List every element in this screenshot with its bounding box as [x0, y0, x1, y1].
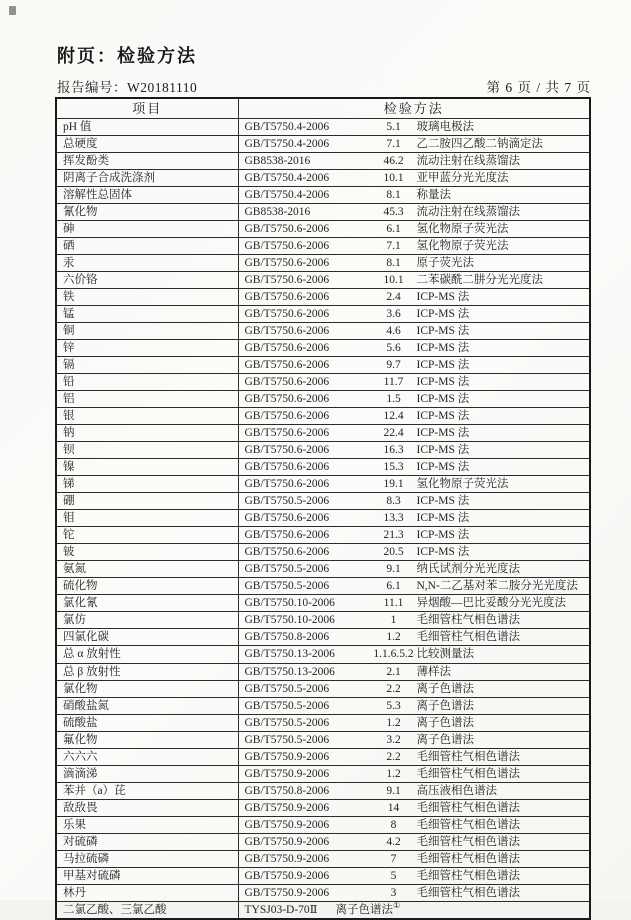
item-cell: 铅 [56, 374, 238, 391]
item-cell: 锑 [56, 476, 238, 493]
method-standard: GB/T5750.5-2006 [245, 699, 371, 713]
method-clause: 11.7 [371, 375, 417, 389]
method-clause: 8.1 [371, 188, 417, 202]
method-name: 毛细管柱气相色谱法 [417, 768, 521, 780]
method-name: N,N-二乙基对苯二胺分光光度法 [417, 580, 578, 592]
table-row [56, 323, 590, 340]
method-name: 毛细管柱气相色谱法 [417, 870, 521, 882]
method-name: 高压液相色谱法 [417, 785, 498, 797]
table-row [56, 714, 590, 731]
table-row [56, 816, 590, 833]
method-standard: GB/T5750.9-2006 [245, 869, 371, 883]
method-standard: GB/T5750.6-2006 [245, 324, 371, 338]
item-cell: 硫酸盐 [56, 714, 238, 731]
method-cell [238, 306, 590, 323]
method-clause: 3.6 [371, 307, 417, 321]
item-cell: 总 β 放射性 [56, 663, 238, 680]
method-standard: GB/T5750.8-2006 [245, 630, 371, 644]
method-clause: 5.6 [371, 341, 417, 355]
method-clause: 2.4 [371, 290, 417, 304]
method-name: 毛细管柱气相色谱法 [417, 819, 521, 831]
method-cell [238, 408, 590, 425]
method-standard: GB/T5750.6-2006 [245, 239, 371, 253]
method-cell [238, 187, 590, 204]
item-cell: 硒 [56, 238, 238, 255]
table-row [56, 204, 590, 221]
method-name: 流动注射在线蒸馏法 [417, 206, 521, 218]
method-name: 比较测量法 [417, 648, 475, 660]
table-row [56, 663, 590, 680]
method-cell [238, 884, 590, 901]
method-standard: GB/T5750.6-2006 [245, 477, 371, 491]
method-name: 毛细管柱气相色谱法 [417, 614, 521, 626]
item-cell: 溶解性总固体 [56, 187, 238, 204]
method-name: ICP-MS 法 [417, 393, 470, 405]
method-clause: 7 [371, 852, 417, 866]
item-cell: 氰化物 [56, 204, 238, 221]
method-standard: GB/T5750.6-2006 [245, 358, 371, 372]
method-standard: GB/T5750.4-2006 [245, 188, 371, 202]
method-standard: GB/T5750.6-2006 [245, 528, 371, 542]
method-standard: GB/T5750.6-2006 [245, 222, 371, 236]
header-item: 项目 [56, 98, 238, 119]
item-cell: 银 [56, 408, 238, 425]
method-standard: GB/T5750.4-2006 [245, 137, 371, 151]
method-clause: 1.5 [371, 392, 417, 406]
item-cell: 敌敌畏 [56, 799, 238, 816]
item-cell: 砷 [56, 221, 238, 238]
table-row [56, 425, 590, 442]
table-row [56, 595, 590, 612]
method-clause: 12.4 [371, 409, 417, 423]
item-cell: 六六六 [56, 748, 238, 765]
method-standard: GB/T5750.6-2006 [245, 256, 371, 270]
table-row [56, 306, 590, 323]
method-cell [238, 629, 590, 646]
method-name: ICP-MS 法 [417, 359, 470, 371]
method-cell [238, 612, 590, 629]
method-standard: GB/T5750.6-2006 [245, 273, 371, 287]
method-standard: GB/T5750.6-2006 [245, 443, 371, 457]
method-cell [238, 680, 590, 697]
method-cell [238, 663, 590, 680]
method-standard: TYSJ03-D-70Ⅱ [245, 903, 318, 917]
method-standard: GB/T5750.5-2006 [245, 716, 371, 730]
method-cell [238, 765, 590, 782]
method-standard: GB/T5750.6-2006 [245, 426, 371, 440]
table-row [56, 238, 590, 255]
table-row [56, 374, 590, 391]
item-cell: 马拉硫磷 [56, 850, 238, 867]
method-clause: 13.3 [371, 511, 417, 525]
method-cell [238, 374, 590, 391]
item-cell: 四氯化碳 [56, 629, 238, 646]
method-standard: GB/T5750.13-2006 [245, 647, 371, 661]
method-clause: 5.3 [371, 699, 417, 713]
method-cell [238, 578, 590, 595]
method-clause: 4.2 [371, 835, 417, 849]
item-cell: 总硬度 [56, 136, 238, 153]
method-clause: 5.1 [371, 120, 417, 134]
method-cell [238, 731, 590, 748]
method-name: 乙二胺四乙酸二钠滴定法 [417, 138, 544, 150]
method-name: 毛细管柱气相色谱法 [417, 836, 521, 848]
method-name: ICP-MS 法 [417, 427, 470, 439]
item-cell: 总 α 放射性 [56, 646, 238, 663]
table-row [56, 340, 590, 357]
method-cell [238, 714, 590, 731]
item-cell: 滴滴涕 [56, 765, 238, 782]
table-row [56, 527, 590, 544]
table-row [56, 867, 590, 884]
method-clause: 9.1 [371, 784, 417, 798]
method-standard: GB/T5750.9-2006 [245, 750, 371, 764]
method-standard: GB/T5750.6-2006 [245, 392, 371, 406]
method-standard: GB8538-2016 [245, 205, 371, 219]
method-cell [238, 595, 590, 612]
item-cell: 铍 [56, 544, 238, 561]
page-indicator: 第 6 页 / 共 7 页 [486, 76, 591, 96]
method-standard: GB/T5750.4-2006 [245, 120, 371, 134]
method-name: ICP-MS 法 [417, 495, 470, 507]
method-standard: GB/T5750.10-2006 [245, 596, 371, 610]
method-clause: 7.1 [371, 239, 417, 253]
method-cell [238, 833, 590, 850]
method-clause: 6.1 [371, 579, 417, 593]
table-row [56, 884, 590, 901]
table-row [56, 765, 590, 782]
table-row [56, 119, 590, 136]
method-standard: GB/T5750.5-2006 [245, 682, 371, 696]
item-cell: 铜 [56, 323, 238, 340]
method-cell [238, 221, 590, 238]
method-cell [238, 748, 590, 765]
table-row [56, 748, 590, 765]
item-cell: pH 值 [56, 119, 238, 136]
method-standard: GB/T5750.6-2006 [245, 375, 371, 389]
header-row [56, 98, 590, 119]
method-name: 纳氏试剂分光光度法 [417, 563, 521, 575]
table-row [56, 408, 590, 425]
method-cell [238, 255, 590, 272]
method-clause: 1.2 [371, 716, 417, 730]
method-standard: GB/T5750.4-2006 [245, 171, 371, 185]
item-cell: 氯仿 [56, 612, 238, 629]
method-name: ICP-MS 法 [417, 512, 470, 524]
method-standard: GB/T5750.6-2006 [245, 409, 371, 423]
method-name: 毛细管柱气相色谱法 [417, 887, 521, 899]
method-cell [238, 527, 590, 544]
table-row [56, 578, 590, 595]
item-cell: 镉 [56, 357, 238, 374]
item-cell: 氯化物 [56, 680, 238, 697]
table-row [56, 459, 590, 476]
method-clause: 7.1 [371, 137, 417, 151]
item-cell: 乐果 [56, 816, 238, 833]
method-name: 二苯碳酰二肼分光光度法 [417, 274, 544, 286]
item-cell: 铝 [56, 391, 238, 408]
method-clause: 15.3 [371, 460, 417, 474]
method-cell [238, 136, 590, 153]
method-name: 离子色谱法 [417, 700, 475, 712]
method-name: 薄样法 [417, 666, 452, 678]
method-name: 流动注射在线蒸馏法 [417, 155, 521, 167]
method-name: 毛细管柱气相色谱法 [417, 751, 521, 763]
method-standard: GB/T5750.5-2006 [245, 579, 371, 593]
item-cell: 苯并（a）芘 [56, 782, 238, 799]
method-clause: 16.3 [371, 443, 417, 457]
item-cell: 林丹 [56, 884, 238, 901]
table-row [56, 731, 590, 748]
method-clause: 46.2 [371, 154, 417, 168]
method-cell [238, 697, 590, 714]
table-row [56, 136, 590, 153]
method-standard: GB/T5750.6-2006 [245, 460, 371, 474]
method-clause: 9.1 [371, 562, 417, 576]
method-clause: 3 [371, 886, 417, 900]
method-name: 亚甲蓝分光光度法 [417, 172, 509, 184]
table-row [56, 187, 590, 204]
method-clause: 45.3 [371, 205, 417, 219]
method-standard: GB/T5750.5-2006 [245, 562, 371, 576]
method-standard: GB/T5750.5-2006 [245, 733, 371, 747]
method-cell [238, 391, 590, 408]
method-name: 异烟酸—巴比妥酸分光光度法 [417, 597, 567, 609]
table-row [56, 391, 590, 408]
method-name: 氢化物原子荧光法 [417, 478, 509, 490]
table-row [56, 357, 590, 374]
item-cell: 硝酸盐氮 [56, 697, 238, 714]
table-row [56, 442, 590, 459]
table-row [56, 833, 590, 850]
item-cell: 甲基对硫磷 [56, 867, 238, 884]
table-row [56, 510, 590, 527]
method-name: ICP-MS 法 [417, 461, 470, 473]
method-name: ICP-MS 法 [417, 529, 470, 541]
item-cell: 氨氮 [56, 561, 238, 578]
item-cell: 氯化氰 [56, 595, 238, 612]
table-row [56, 153, 590, 170]
method-name: ICP-MS 法 [417, 308, 470, 320]
method-cell [238, 510, 590, 527]
method-clause: 1.2 [371, 767, 417, 781]
item-cell: 铁 [56, 289, 238, 306]
method-cell [238, 272, 590, 289]
method-standard: GB/T5750.6-2006 [245, 341, 371, 355]
method-cell [238, 867, 590, 884]
table-row [56, 272, 590, 289]
method-standard: GB/T5750.6-2006 [245, 545, 371, 559]
method-standard: GB/T5750.9-2006 [245, 801, 371, 815]
method-name: 玻璃电极法 [417, 121, 475, 133]
method-name: 毛细管柱气相色谱法 [417, 802, 521, 814]
method-standard: GB/T5750.6-2006 [245, 307, 371, 321]
header-method: 检验方法 [238, 98, 590, 119]
footnote-marker: ① [393, 901, 400, 910]
method-clause: 9.7 [371, 358, 417, 372]
item-cell: 阴离子合成洗涤剂 [56, 170, 238, 187]
method-clause: 8.1 [371, 256, 417, 270]
item-cell: 六价铬 [56, 272, 238, 289]
table-row [56, 680, 590, 697]
table-row [56, 629, 590, 646]
item-cell: 二氯乙酸、三氯乙酸 [56, 901, 238, 919]
method-name: ICP-MS 法 [417, 410, 470, 422]
method-cell [238, 340, 590, 357]
method-cell [238, 493, 590, 510]
table-row [56, 612, 590, 629]
method-clause: 20.5 [371, 545, 417, 559]
method-clause: 21.3 [371, 528, 417, 542]
method-standard: GB/T5750.9-2006 [245, 852, 371, 866]
table-row [56, 850, 590, 867]
scan-artifact [9, 6, 16, 15]
table-row [56, 697, 590, 714]
method-cell [238, 850, 590, 867]
method-cell [238, 425, 590, 442]
table-row [56, 782, 590, 799]
table-header [56, 98, 590, 119]
report-number: 报告编号：W20181110 [57, 76, 197, 96]
method-name: ICP-MS 法 [417, 444, 470, 456]
method-clause: 8.3 [371, 494, 417, 508]
method-name: 氢化物原子荧光法 [417, 223, 509, 235]
method-standard: GB/T5750.9-2006 [245, 886, 371, 900]
item-cell: 对硫磷 [56, 833, 238, 850]
method-standard: GB/T5750.10-2006 [245, 613, 371, 627]
table-row [56, 221, 590, 238]
test-methods-table [55, 97, 591, 920]
method-standard: GB/T5750.9-2006 [245, 835, 371, 849]
page-title: 附页：检验方法 [57, 42, 197, 68]
table-row [56, 799, 590, 816]
method-name: 称量法 [417, 189, 452, 201]
method-clause: 8 [371, 818, 417, 832]
method-name: ICP-MS 法 [417, 325, 470, 337]
method-cell [238, 561, 590, 578]
method-cell [238, 901, 590, 919]
method-standard: GB/T5750.6-2006 [245, 290, 371, 304]
method-clause: 2.2 [371, 750, 417, 764]
method-name: ICP-MS 法 [417, 376, 470, 388]
report-meta [57, 76, 591, 96]
method-clause: 10.1 [371, 273, 417, 287]
method-cell [238, 782, 590, 799]
method-clause: 1.2 [371, 630, 417, 644]
table-row [56, 170, 590, 187]
item-cell: 铊 [56, 527, 238, 544]
method-standard: GB/T5750.9-2006 [245, 767, 371, 781]
method-clause: 11.1 [371, 596, 417, 610]
method-name: 离子色谱法 [335, 904, 393, 916]
method-name: 毛细管柱气相色谱法 [417, 631, 521, 643]
method-name: 氢化物原子荧光法 [417, 240, 509, 252]
methods-table-body [56, 119, 590, 919]
method-cell [238, 204, 590, 221]
method-standard: GB/T5750.13-2006 [245, 665, 371, 679]
table-row [56, 646, 590, 663]
table-row [56, 901, 590, 919]
method-clause: 5 [371, 869, 417, 883]
method-cell [238, 442, 590, 459]
method-standard: GB/T5750.8-2006 [245, 784, 371, 798]
method-cell [238, 816, 590, 833]
method-name: 离子色谱法 [417, 683, 475, 695]
item-cell: 锌 [56, 340, 238, 357]
method-name: ICP-MS 法 [417, 546, 470, 558]
table-row [56, 561, 590, 578]
method-cell [238, 476, 590, 493]
method-name: ICP-MS 法 [417, 291, 470, 303]
method-cell [238, 357, 590, 374]
method-clause: 2.1 [371, 665, 417, 679]
method-clause: 3.2 [371, 733, 417, 747]
table-row [56, 544, 590, 561]
method-cell [238, 238, 590, 255]
method-cell [238, 119, 590, 136]
item-cell: 挥发酚类 [56, 153, 238, 170]
method-clause: 1.1.6.5.2 [371, 647, 417, 661]
item-cell: 汞 [56, 255, 238, 272]
method-cell [238, 170, 590, 187]
table-row [56, 289, 590, 306]
method-cell [238, 459, 590, 476]
table-row [56, 255, 590, 272]
item-cell: 镍 [56, 459, 238, 476]
method-cell [238, 323, 590, 340]
method-clause: 1 [371, 613, 417, 627]
item-cell: 钼 [56, 510, 238, 527]
item-cell: 钡 [56, 442, 238, 459]
method-name: 毛细管柱气相色谱法 [417, 853, 521, 865]
method-standard: GB/T5750.5-2006 [245, 494, 371, 508]
method-cell [238, 153, 590, 170]
method-name: 离子色谱法 [417, 717, 475, 729]
method-clause: 6.1 [371, 222, 417, 236]
method-clause: 19.1 [371, 477, 417, 491]
method-standard: GB/T5750.6-2006 [245, 511, 371, 525]
method-clause: 4.6 [371, 324, 417, 338]
method-name: 原子荧光法 [417, 257, 475, 269]
method-clause: 2.2 [371, 682, 417, 696]
item-cell: 硼 [56, 493, 238, 510]
table-row [56, 493, 590, 510]
item-cell: 锰 [56, 306, 238, 323]
table-row [56, 476, 590, 493]
item-cell: 氟化物 [56, 731, 238, 748]
method-cell [238, 289, 590, 306]
method-name: ICP-MS 法 [417, 342, 470, 354]
method-cell [238, 646, 590, 663]
method-standard: GB/T5750.9-2006 [245, 818, 371, 832]
item-cell: 钠 [56, 425, 238, 442]
method-name: 离子色谱法 [417, 734, 475, 746]
item-cell: 硫化物 [56, 578, 238, 595]
method-standard: GB8538-2016 [245, 154, 371, 168]
method-clause: 14 [371, 801, 417, 815]
method-clause: 10.1 [371, 171, 417, 185]
method-clause: 22.4 [371, 426, 417, 440]
method-cell [238, 544, 590, 561]
method-cell [238, 799, 590, 816]
